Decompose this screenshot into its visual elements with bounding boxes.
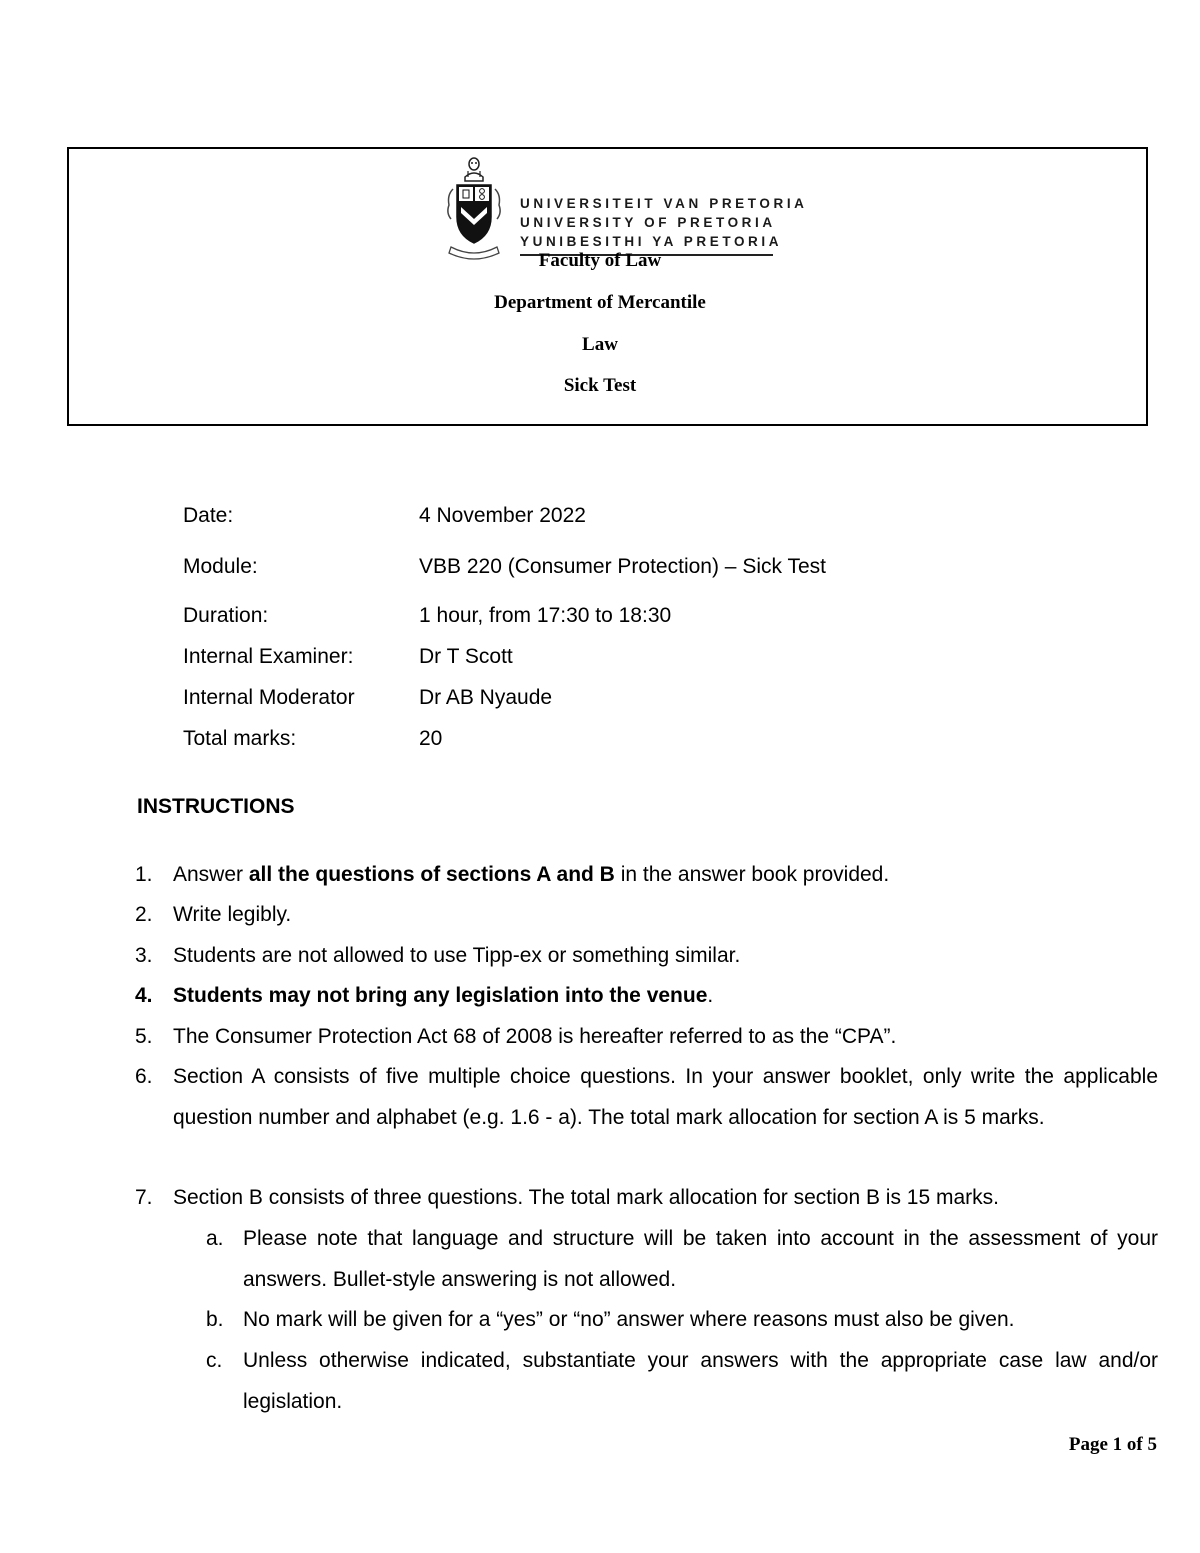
info-label: Date: (183, 504, 234, 527)
item-number: 7. (135, 1186, 153, 1209)
university-name (520, 194, 808, 256)
instruction-item-6 (135, 1057, 1158, 1138)
item-text: The Consumer Protection Act 68 of 2008 is hereafter referred to as the “CPA”. (173, 1025, 897, 1048)
item-text: in the answer book provided. (614, 863, 890, 886)
info-value: 20 (419, 727, 443, 750)
department-title: Department of Mercantile (494, 292, 706, 313)
university-name-sepedi: YUNIBESITHI YA PRETORIA (520, 234, 783, 249)
instruction-item-3 (135, 936, 1158, 977)
item-text: Section A consists of five multiple choice questions. In your answer booklet, only write the applicable question number and alphabet (e.g. 1.6 - a). The total mark allocation for section A is 5 marks. (173, 1065, 1158, 1129)
info-value: 1 hour, from 17:30 to 18:30 (419, 604, 672, 627)
university-name-afrikaans: UNIVERSITEIT VAN PRETORIA (520, 196, 808, 211)
department-title-cont: Law (582, 334, 618, 355)
subitem-text: Unless otherwise indicated, substantiate your answers with the appropriate case law and/or legislation. (243, 1349, 1158, 1413)
item-number: 1. (135, 863, 153, 886)
subitem-letter: c. (206, 1349, 223, 1372)
item-number: 2. (135, 903, 153, 926)
university-logo (443, 155, 808, 265)
university-name-english: UNIVERSITY OF PRETORIA (520, 215, 776, 230)
subitem-text: No mark will be given for a “yes” or “no” answer where reasons must also be given. (243, 1308, 1015, 1331)
info-value: 4 November 2022 (419, 504, 586, 527)
info-value: Dr T Scott (419, 645, 513, 668)
item-text: . (707, 984, 714, 1007)
info-value: Dr AB Nyaude (419, 686, 553, 709)
info-label: Duration: (183, 604, 269, 627)
page-number: Page 1 of 5 (1068, 1434, 1157, 1455)
instruction-item-7 (135, 1178, 1158, 1219)
info-label: Total marks: (183, 727, 297, 750)
item-number: 3. (135, 944, 153, 967)
item-number: 6. (135, 1065, 153, 1088)
info-value: VBB 220 (Consumer Protection) – Sick Test (419, 555, 826, 578)
item-number: 5. (135, 1025, 153, 1048)
instruction-item-4 (135, 976, 1158, 1017)
instruction-subitem-c (206, 1341, 1158, 1422)
subitem-text: Please note that language and structure will be taken into account in the assessment of your answers. Bullet-style answering is not allowed. (243, 1227, 1158, 1291)
instruction-item-2 (135, 895, 1158, 936)
instruction-item-5 (135, 1017, 1158, 1058)
item-number: 4. (135, 984, 153, 1007)
info-label: Internal Examiner: (183, 645, 354, 668)
university-crest-icon (443, 155, 505, 265)
item-text: Write legibly. (173, 903, 292, 926)
item-text-bold: Students may not bring any legislation into the venue (173, 984, 708, 1007)
faculty-title: Faculty of Law (538, 250, 662, 271)
instruction-item-1 (135, 855, 1158, 896)
info-label: Module: (183, 555, 258, 578)
item-text: Section B consists of three questions. The total mark allocation for section B is 15 marks. (173, 1186, 1000, 1209)
instruction-subitem-a (206, 1219, 1158, 1300)
subitem-letter: b. (206, 1308, 224, 1331)
item-text-bold: all the questions of sections A and B (248, 863, 615, 886)
item-text: Students are not allowed to use Tipp-ex or something similar. (173, 944, 741, 967)
instructions-heading: INSTRUCTIONS (137, 795, 295, 818)
subitem-letter: a. (206, 1227, 224, 1250)
instruction-subitem-b (206, 1300, 1158, 1341)
item-text: Answer (173, 863, 249, 886)
info-label: Internal Moderator (183, 686, 355, 709)
test-title: Sick Test (563, 375, 637, 396)
